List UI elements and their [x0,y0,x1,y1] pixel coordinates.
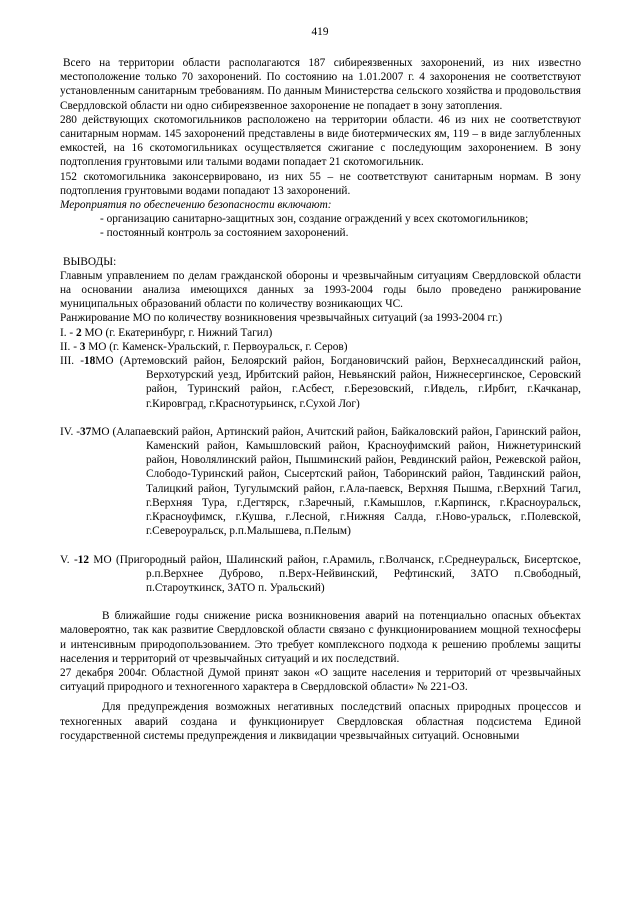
paragraph-prevention-system: Для предупреждения возможных негативных последствий опасных природных процессов и техногенных аварий создана и функционирует Свердловская областная подсистема Единой государственной системы предупреждения и ликвидации чрезвычайных ситуаций. Основными [60,701,581,742]
ranking-dash: - [73,553,78,566]
paragraph-ranking-intro: Главным управлением по делам гражданской обороны и чрезвычайным ситуациям Свердловской области на основании анализа имеющихся данных за 1993-2004 годы было проведено ранжирование муниципальных образований области по количеству возникающих ЧС. [60,269,581,311]
ranking-count: 37 [80,425,92,438]
page-number: 419 [311,26,329,38]
ranking-roman: V. [60,553,70,566]
measure-item: - организацию санитарно-защитных зон, создание ограждений у всех скотомогильников; [100,213,529,226]
ranking-item [60,354,581,411]
ranking-unit: МО [91,425,110,438]
ranking-heading: Ранжирование МО по количеству возникновения чрезвычайных ситуаций (за 1993-2004 гг.) [60,312,503,325]
ranking-item [60,425,581,539]
ranking-unit: МО [84,326,103,339]
ranking-dash: - [69,326,74,339]
document-body [60,56,581,743]
ranking-count: 12 [77,553,89,566]
ranking-roman: I. [60,326,67,339]
ranking-item [60,326,581,340]
ranking-unit: МО [88,340,107,353]
ranking-count: 3 [79,340,86,353]
ranking-unit: МО [93,553,112,566]
ranking-list: (Пригородный район, Шалинский район, г.Арамиль, г.Волчанск, г.Среднеуральск, Бисертское, р.п.Верхнее Дуброво, п.Верх-Нейвинский, Рефтинский, ЗАТО п.Свободный, п.Староуткинск, ЗАТО п. Уральский) [116,553,581,594]
ranking-list: (Алапаевский район, Артинский район, Ачитский район, Байкаловский район, Гаринский район, Каменский район, Камышловский район, Красноуфимский район, Нижнетуринский район, Новолялинский район, Пышминский район, Ревдинский район, Режевской район, Слободо-Туринский район, Сысертский район, Таборинский район, Тавдинский район, Талицкий район, Тугулымский район, г.Ала-паевск, Верхняя Пышма, г.Верхний Тагил, г.Верхняя Тура, г.Дегтярск, г.Заречный, г.Камышлов, г.Карпинск, г.Красноуральск, г.Красноуфимск, г.Кушва, г.Лесной, г.Нижняя Салда, г.Ново-уральск, г.Полевской, г.Североуральск, р.п.Малышева, п.Пелым) [112,425,582,538]
paragraph-law: 27 декабря 2004г. Областной Думой принят закон «О защите населения и территорий от чрезвычайных ситуаций природного и техногенного характера в Свердловской области» № 221-ОЗ. [60,666,581,694]
ranking-dash: - [76,425,81,438]
ranking-unit: МО [95,355,114,368]
ranking-count: 18 [83,355,96,368]
paragraph-anthrax-burials: Всего на территории области располагаются 187 сибиреязвенных захоронений, из них известно местоположение только 70 захоронений. По состоянию на 1.01.2007 г. 4 захоронения не соответствуют установленным санитарным требованиям. По данным Министерства сельского хозяйства и продовольствия Свердловской области ни одно сибиреязвенное захоронение не попадает в зону затопления. [60,57,581,112]
ranking-roman: II. [60,340,71,353]
paragraph-risk-outlook: В ближайшие годы снижение риска возникновения аварий на потенциально опасных объектах маловероятно, так как развитие Свердловской области связано с функционированием мощной техносферы и интенсивным природопользованием. Это требует комплексного подхода к решению проблемы защиты населения и территорий от чрезвычайных ситуаций и их последствий. [60,610,581,665]
conclusions-heading: ВЫВОДЫ: [63,255,117,268]
ranking-item [60,553,581,596]
ranking-dash: - [73,340,77,353]
paragraph-cattle-burial-grounds: 280 действующих скотомогильников расположено на территории области. 46 из них не соответствуют санитарным нормам. 145 захоронений представлены в виде биотермических ям, 119 – в виде заглубленных емкостей, на 16 скотомогильниках осуществляется сжигание с последующим захоронением. В зону подтопления грунтовыми или талыми водами попадает 21 скотомогильник. [60,113,581,169]
ranking-list: (г. Екатеринбург, г. Нижний Тагил) [105,326,273,339]
measure-item: - постоянный контроль за состоянием захоронений. [100,227,349,240]
ranking-list: (г. Каменск-Уральский, г. Первоуральск, г. Серов) [109,340,348,353]
ranking-item [60,340,581,354]
paragraph-conserved-burial-grounds: 152 скотомогильника законсервировано, из них 55 – не соответствуют санитарным нормам. В зону подтопления грунтовыми водами попадают 13 захоронений. [60,170,581,197]
measures-heading: Мероприятия по обеспечению безопасности включают: [60,199,332,212]
ranking-list: (Артемовский район, Белоярский район, Богдановичский район, Верхнесалдинский район, Верхотурский уезд, Ирбитский район, Невьянский район, Нижнесергинское, Серовский район, Туринский район, г.Асбест, г.Березовский, г.Ивдель, г.Ирбит, г.Качканар, г.Кировград, г.Краснотурьинск, г.Сухой Лог) [119,355,581,410]
ranking-dash: - [80,355,84,368]
ranking-roman: III. [60,355,75,368]
ranking-count: 2 [76,326,82,339]
ranking-roman: IV. [60,425,74,438]
